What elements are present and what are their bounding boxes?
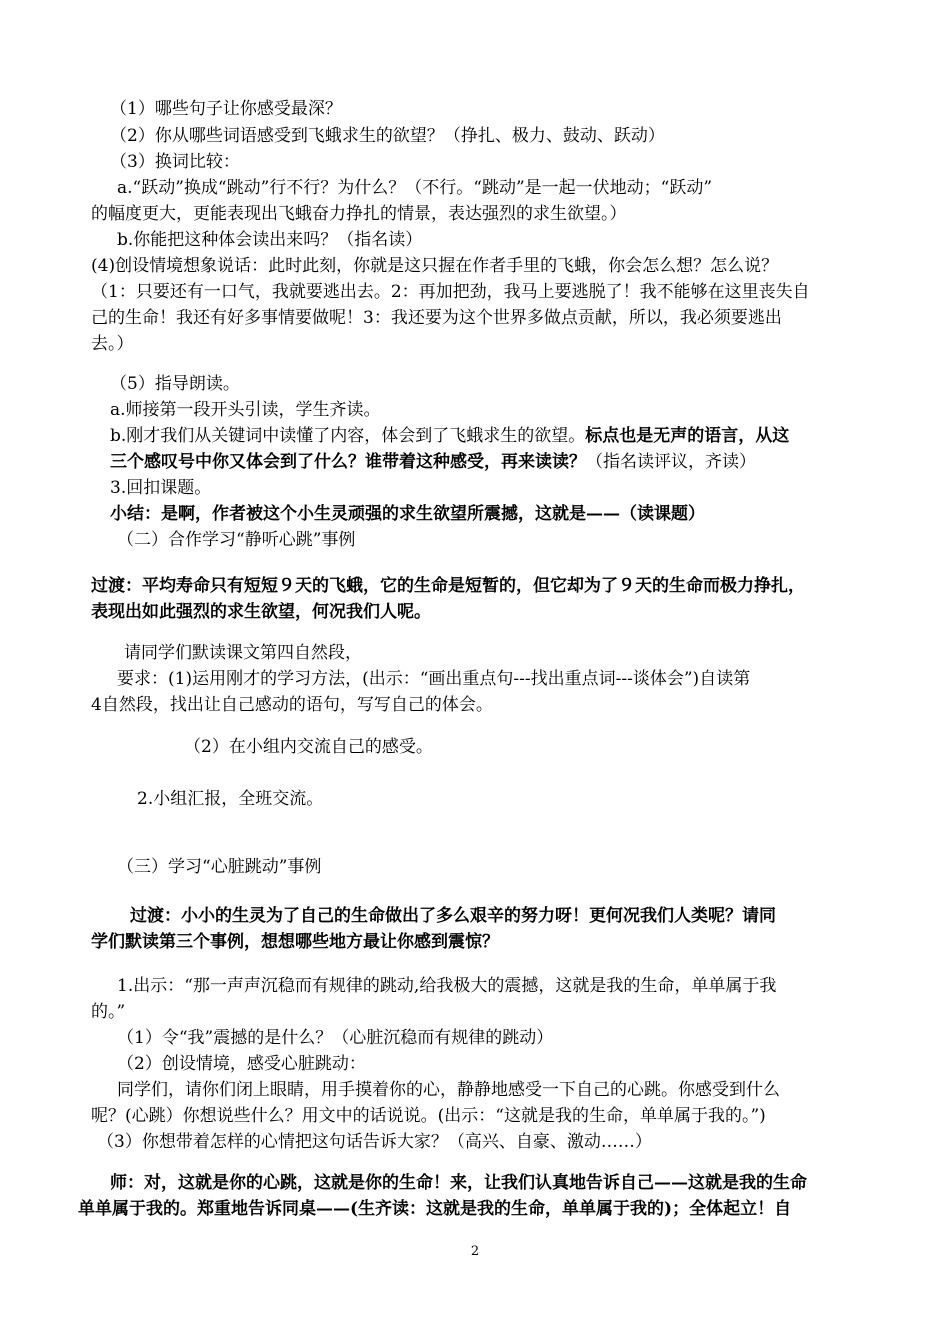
text-line: （3）你想带着怎样的心情把这句话告诉大家？（高兴、自豪、激动……）	[97, 1132, 652, 1152]
text-line: 2.小组汇报，全班交流。	[137, 789, 324, 809]
text-line: （2）在小组内交流自己的感受。	[184, 737, 433, 757]
text-line: 要求：(1)运用刚才的学习方法，(出示：“画出重点句---找出重点词---谈体会”)自读第	[117, 669, 751, 689]
text-line: b.你能把这种体会读出来吗？（指名读）	[117, 230, 423, 250]
transition-line: 过渡：平均寿命只有短短９天的飞蛾，它的生命是短暂的，但它却为了９天的生命而极力挣扎，	[91, 576, 805, 596]
text-line: 4自然段，找出让自己感动的语句，写写自己的体会。	[91, 695, 493, 715]
bold-text-run: 三个感叹号中你又体会到了什么？谁带着这种感受，再来读读？	[110, 452, 586, 472]
bold-text-run: 标点也是无声的语言，从这	[585, 426, 790, 446]
text-line: 去。）	[91, 334, 134, 354]
text-line: 同学们，请你们闭上眼睛，用手摸着你的心，静静地感受一下自己的心跳。你感受到什么	[117, 1080, 780, 1100]
section-heading: （三）学习“心脏跳动”事例	[117, 857, 322, 877]
text-line: (4)创设情境想象说话：此时此刻，你就是这只握在作者手里的飞蛾，你会怎么想？怎么说？	[91, 256, 779, 276]
text-line	[110, 451, 756, 473]
text-line: （2）你从哪些词语感受到飞蛾求生的欲望？（挣扎、极力、鼓动、跃动）	[110, 126, 665, 146]
text-run: b.刚才我们从关键词中读懂了内容，体会到了飞蛾求生的欲望。	[110, 426, 586, 446]
text-line: 的幅度更大，更能表现出飞蛾奋力挣扎的情景，表达强烈的求生欲望。）	[91, 204, 627, 224]
text-line: 的。”	[91, 1002, 126, 1022]
text-line	[110, 425, 789, 447]
page-number: 2	[470, 1244, 480, 1259]
transition-line: 过渡：小小的生灵为了自己的生命做出了多么艰辛的努力呀！更何况我们人类呢？请同	[130, 906, 776, 926]
teacher-line: 师：对，这就是你的心跳，这就是你的生命！来，让我们认真地告诉自己——这就是我的生命	[110, 1173, 807, 1193]
text-line: （1：只要还有一口气，我就要逃出去。2：再加把劲，我马上要逃脱了！我不能够在这里丧失自	[91, 282, 810, 302]
text-line: 1.出示：“那一声声沉稳而有规律的跳动,给我极大的震撼，这就是我的生命，单单属于我	[117, 976, 777, 996]
text-line: （5）指导朗读。	[110, 374, 240, 394]
section-heading: （二）合作学习“静听心跳”事例	[117, 530, 356, 550]
text-line: 己的生命！我还有好多事情要做呢！3：我还要为这个世界多做点贡献，所以，我必须要逃出	[91, 308, 782, 328]
text-line: 呢？(心跳）你想说些什么？用文中的话说说。(出示：“这就是我的生命，单单属于我的。”)	[91, 1106, 766, 1126]
summary-line: 小结：是啊，作者被这个小生灵顽强的求生欲望所震撼，这就是——（读课题）	[110, 504, 705, 524]
text-line: a.“跃动”换成“跳动”行不行？为什么？（不行。“跳动”是一起一伏地动；“跃动”	[117, 178, 713, 198]
text-line: （2）创设情境，感受心脏跳动：	[117, 1054, 366, 1074]
transition-line: 表现出如此强烈的求生欲望，何况我们人呢。	[91, 602, 431, 622]
transition-line: 学们默读第三个事例，想想哪些地方最让你感到震惊？	[91, 932, 499, 952]
text-line: 3.回扣课题。	[110, 478, 212, 498]
text-line: （1）令“我”震撼的是什么？（心脏沉稳而有规律的跳动）	[117, 1028, 554, 1048]
teacher-line: 单单属于我的。郑重地告诉同桌——(生齐读：这就是我的生命，单单属于我的)；全体起立！自	[78, 1199, 792, 1219]
text-line: （1）哪些句子让你感受最深？	[110, 99, 342, 119]
text-line: a.师接第一段开头引读，学生齐读。	[110, 400, 381, 420]
text-line: 请同学们默读课文第四自然段，	[124, 643, 362, 663]
text-line: （3）换词比较：	[110, 152, 240, 172]
text-run: （指名读评议，齐读）	[586, 452, 756, 472]
